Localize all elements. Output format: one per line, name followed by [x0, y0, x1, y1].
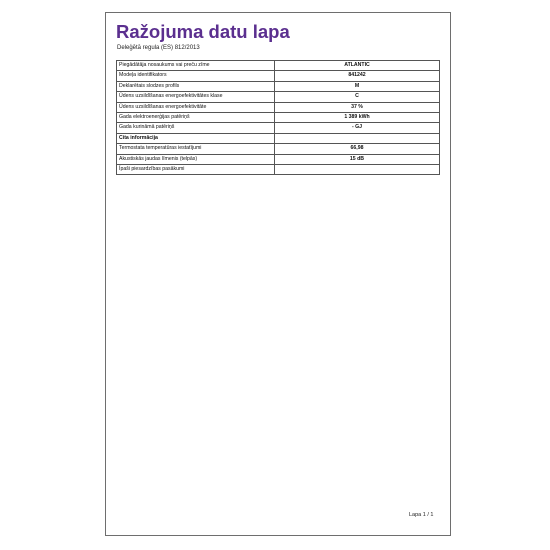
row-value: 841242	[275, 71, 440, 81]
row-label: Piegādātāja nosaukums vai preču zīme	[117, 61, 275, 71]
row-value: 37 %	[275, 102, 440, 112]
table-row	[117, 144, 440, 154]
row-value: ATLANTIC	[275, 61, 440, 71]
page-title: Ražojuma datu lapa	[116, 21, 290, 42]
row-value: 1 389 kWh	[275, 113, 440, 123]
row-value: 15 dB	[275, 154, 440, 164]
row-label: Ūdens uzsildīšanas energoefektivitāte	[117, 102, 275, 112]
product-data-table	[116, 60, 440, 175]
row-label: Akustiskās jaudas līmenis (telpās)	[117, 154, 275, 164]
row-label: Termostata temperatūras iestatījumi	[117, 144, 275, 154]
table-row	[117, 123, 440, 133]
section-heading: Cita informācija	[117, 133, 275, 143]
row-label: Deklarētais slodzes profils	[117, 81, 275, 91]
row-label: Modeļa identifikators	[117, 71, 275, 81]
row-value	[275, 165, 440, 175]
section-heading-row	[117, 133, 440, 143]
table-row	[117, 71, 440, 81]
row-label: Gada kurināmā patēriņš	[117, 123, 275, 133]
table-row	[117, 102, 440, 112]
page-number: Lapa 1 / 1	[409, 512, 434, 518]
row-label: Īpaši piesardzības pasākumi	[117, 165, 275, 175]
row-label: Ūdens uzsildīšanas energoefektivitātes klase	[117, 92, 275, 102]
table-row	[117, 113, 440, 123]
row-value: C	[275, 92, 440, 102]
row-value: - GJ	[275, 123, 440, 133]
empty-cell	[275, 133, 440, 143]
table-row	[117, 81, 440, 91]
table-row	[117, 165, 440, 175]
row-label: Gada elektroenerģijas patēriņš	[117, 113, 275, 123]
table-row	[117, 154, 440, 164]
table-row	[117, 92, 440, 102]
row-value: M	[275, 81, 440, 91]
row-value: 66,98	[275, 144, 440, 154]
table-row	[117, 61, 440, 71]
regulation-subtitle: Deleģētā regula (ES) 812/2013	[117, 45, 200, 51]
